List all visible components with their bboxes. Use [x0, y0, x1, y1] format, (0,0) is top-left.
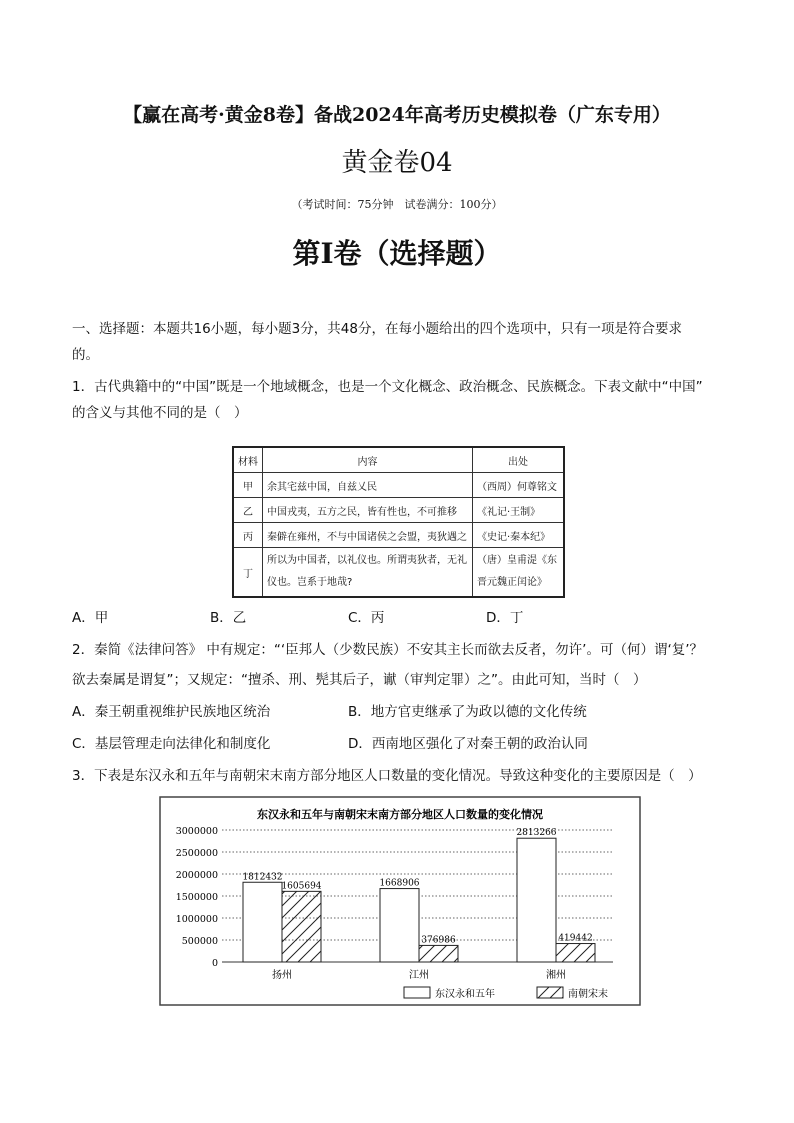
part-title: 第I卷（选择题） — [292, 237, 502, 270]
cell: 丁 — [233, 548, 263, 598]
bar-value-label: 376986 — [421, 935, 456, 946]
header-cell: 出处 — [473, 447, 565, 473]
q1-option-a[interactable]: A．甲 — [72, 610, 109, 626]
q2-option-d[interactable]: D．西南地区强化了对秦王朝的政治认同 — [348, 736, 588, 752]
legend-label: 东汉永和五年 — [435, 989, 495, 1000]
bar-value-label: 1668906 — [379, 878, 420, 889]
q2-stem-cont: 欲去秦属是谓复”；又规定：“擅杀、刑、髡其后子，谳（审判定罪）之”。由此可知，当时（ ） — [72, 672, 647, 688]
bar-song-1 — [419, 945, 458, 962]
exam-info: （考试时间：75分钟 试卷满分：100分） — [291, 198, 503, 211]
q1-stem: 1．古代典籍中的“中国”既是一个地域概念，也是一个文化概念、政治概念、民族概念。下表文献中“中国” — [72, 379, 703, 395]
legend-swatch-han — [404, 987, 430, 998]
y-tick-label: 3000000 — [175, 826, 218, 837]
paper-subtitle: 黄金卷04 — [341, 148, 453, 178]
cell: 余其宅兹中国，自兹乂民 — [263, 473, 473, 498]
bar-value-label: 419442 — [558, 933, 593, 944]
bar-value-label: 1605694 — [281, 881, 322, 892]
header-cell: 材料 — [233, 447, 263, 473]
header-cell: 内容 — [263, 447, 473, 473]
legend-label: 南朝宋末 — [568, 989, 608, 1000]
bar-song-0 — [282, 891, 321, 962]
q1-stem-cont: 的含义与其他不同的是（ ） — [72, 405, 248, 421]
bar-song-2 — [556, 944, 595, 962]
x-tick-label: 扬州 — [272, 970, 292, 981]
y-tick-label: 1500000 — [175, 892, 218, 903]
q2-option-c[interactable]: C．基层管理走向法律化和制度化 — [72, 736, 271, 752]
q2-option-b[interactable]: B．地方官吏继承了为政以德的文化传统 — [348, 704, 587, 720]
bar-value-label: 1812432 — [242, 872, 283, 883]
y-tick-label: 500000 — [181, 936, 218, 947]
y-tick-label: 2500000 — [175, 848, 218, 859]
bar-han-2 — [517, 838, 556, 962]
section-instructions-cont: 的。 — [72, 347, 99, 363]
cell: 丙 — [233, 523, 263, 548]
exam-title: 【赢在高考·黄金8卷】备战2024年高考历史模拟卷（广东专用） — [123, 104, 671, 126]
bar-han-0 — [243, 882, 282, 962]
cell: 乙 — [233, 498, 263, 523]
bar-han-1 — [380, 889, 419, 962]
cell: 甲 — [233, 473, 263, 498]
cell: 《史记·秦本纪》 — [473, 523, 565, 548]
bar-value-label: 2813266 — [516, 828, 557, 839]
y-tick-label: 2000000 — [175, 870, 218, 881]
q2-option-a[interactable]: A．秦王朝重视维护民族地区统治 — [72, 704, 271, 720]
legend-swatch-song — [537, 987, 563, 998]
q3-stem: 3．下表是东汉永和五年与南朝宋末南方部分地区人口数量的变化情况。导致这种变化的主要原因是（ ） — [72, 768, 702, 784]
chart-title: 东汉永和五年与南朝宋末南方部分地区人口数量的变化情况 — [257, 808, 543, 821]
x-tick-label: 湘州 — [546, 970, 566, 981]
section-instructions: 一、选择题：本题共16小题，每小题3分，共48分，在每小题给出的四个选项中，只有一项是符合要求 — [72, 321, 682, 337]
q1-option-d[interactable]: D．丁 — [486, 610, 524, 626]
x-tick-label: 江州 — [409, 970, 429, 981]
cell: （西周）何尊铭文 — [473, 473, 565, 498]
q1-option-c[interactable]: C．丙 — [348, 610, 385, 626]
y-tick-label: 1000000 — [175, 914, 218, 925]
y-tick-label: 0 — [211, 958, 218, 969]
cell: 《礼记·王制》 — [473, 498, 565, 523]
cell: 所以为中国者，以礼仪也。所谓夷狄者，无礼仪也。岂系于地哉? — [263, 548, 473, 598]
q1-option-b[interactable]: B．乙 — [210, 610, 247, 626]
cell: 中国戎夷，五方之民，皆有性也，不可推移 — [263, 498, 473, 523]
q2-stem: 2．秦简《法律问答》 中有规定：“‘臣邦人（少数民族）不安其主长而欲去反者，勿许’。可（何）谓‘复’？ — [72, 642, 704, 658]
cell: （唐）皇甫湜《东晋元魏正闰论》 — [473, 548, 565, 598]
cell: 秦僻在雍州，不与中国诸侯之会盟，夷狄遇之 — [263, 523, 473, 548]
